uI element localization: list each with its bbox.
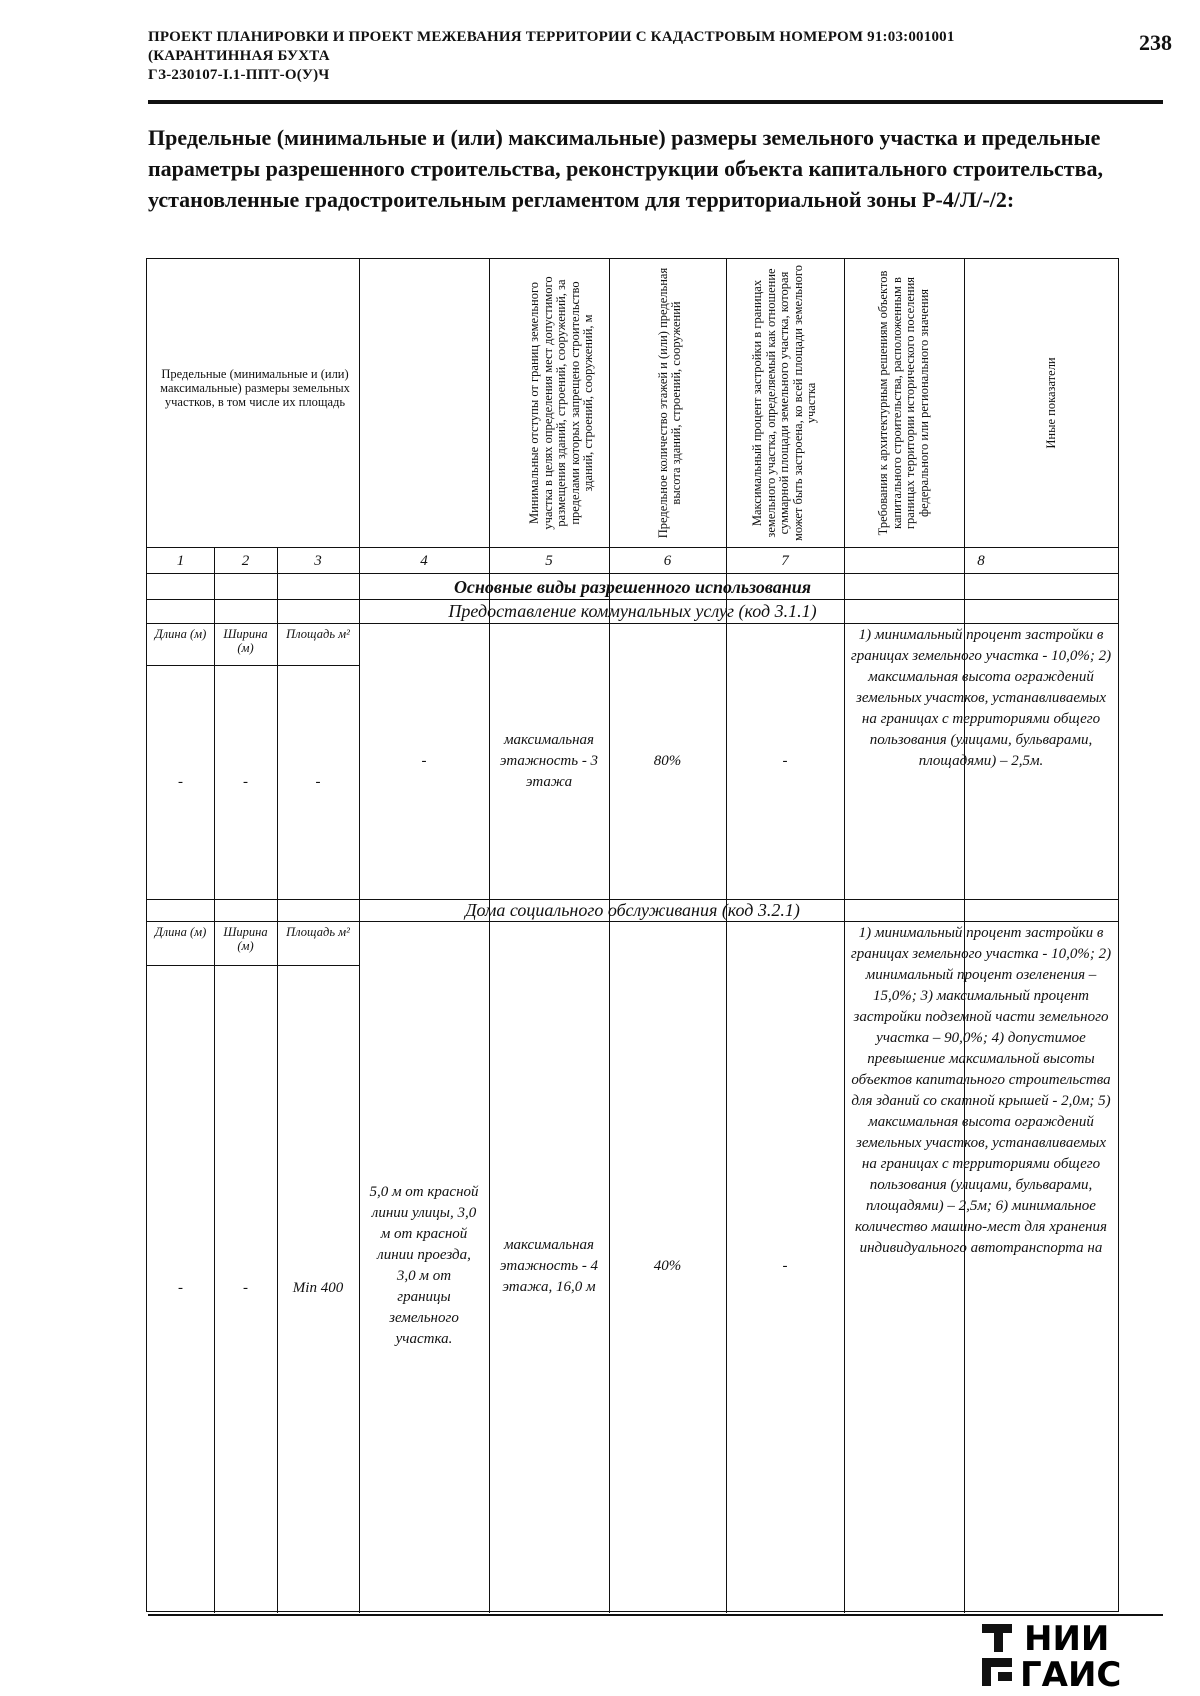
col-number-7: 7 [781,553,789,569]
grid-line [359,259,360,594]
header-col-6: Максимальный процент застройки в границах земельного участка, определяемый как отношение суммарной площади земельного участка, которая может быть застроена, ко всей площади земельного участка [750,265,819,541]
col-number-2: 2 [241,553,250,569]
s2-length: - [178,1279,183,1296]
s2-architecture: - [782,1257,788,1274]
section-2-title: Дома социального обслуживания (код 3.2.1) [465,900,800,920]
main-section-title: Основные виды разрешенного использования [453,577,812,597]
header-size-label: Предельные (минимальные и (или) максимальные) размеры земельных участков, в том числе их площадь [160,367,350,409]
s1-architecture: - [782,752,788,769]
page-header [148,28,1148,85]
header-col-7: Требования к архитектурным решениям объектов капитального строительства, расположенным в границах территории исторического поселения федерального или регионального значения [876,270,931,536]
sublabel-length: Длина (м) [154,925,207,939]
s1-area: - [315,773,321,790]
s2-coverage: 40% [653,1257,682,1274]
sublabel-width: Ширина (м) [223,627,268,655]
page-number: 238 [1139,30,1172,55]
s1-other-indicators: 1) минимальный процент застройки в границах земельного участка - 10,0%; 2) максимальная высота ограждений земельных участков, устанавливаемых на границах с территориями общего пользования (улицами, бульварами, площадями) – 2,5м. [850,627,1112,769]
s1-setbacks: - [421,752,427,769]
col-number-8: 8 [977,553,985,569]
s2-width: - [243,1279,248,1296]
grid-line [489,259,490,1613]
s2-floors: максимальная этажность - 4 этажа, 16,0 м [499,1236,599,1295]
col-number-5: 5 [545,553,553,569]
logo-text-top: НИИ [1024,1619,1110,1659]
sublabel-area: Площадь м² [286,627,350,641]
header-rule [148,100,1163,104]
footer-rule [148,1614,1163,1616]
sublabel-area: Площадь м² [286,925,350,939]
col-number-6: 6 [663,553,672,569]
s1-width: - [243,773,248,790]
s2-setbacks: 5,0 м от красной линии улицы, 3,0 м от красной линии проезда, 3,0 м от границы земельного участка. [369,1184,479,1347]
sublabel-width: Ширина (м) [223,925,268,953]
col-number-3: 3 [314,553,322,569]
header-line-1: ПРОЕКТ ПЛАНИРОВКИ И ПРОЕКТ МЕЖЕВАНИЯ ТЕРРИТОРИИ С КАДАСТРОВЫМ НОМЕРОМ 91:03:001001 [148,29,955,45]
col-number-4: 4 [420,553,428,569]
document-title: Предельные (минимальные и (или) максимальные) размеры земельного участка и предельные параметры разрешенного строительства, реконструкции объекта капитального строительства, установленные градостроительным регламентом для территориальной зоны Р-4/Л/-/2: [148,125,1103,212]
sublabel-length: Длина (м) [154,627,207,641]
header-col-5: Предельное количество этажей и (или) предельная высота зданий, строений, сооружений [655,267,683,539]
section-1-title: Предоставление коммунальных услуг (код 3.1.1) [448,601,817,621]
s2-other-indicators: 1) минимальный процент застройки в границах земельного участка - 10,0%; 2) минимальный процент озеленения – 15,0%; 3) максимальный процент застройки подземной части земельного участка – 90,0%; 4) допустимое превышение максимальной высоты объектов капитального строительства для зданий со скатной крышей - 2,0м; 5) максимальная высота ограждений земельных участков, устанавливаемых на границах с территориями общего пользования (улицами, бульварами, площадями) – 2,5м; 6) минимальное количество машино-мест для хранения индивидуального автотранспорта на [850,925,1112,1256]
logo-text-bottom: ГАИС [1020,1655,1122,1690]
s1-floors: максимальная этажность - 3 этажа [499,731,599,790]
s1-length: - [178,773,183,790]
header-line-2: (КАРАНТИННАЯ БУХТА [148,48,330,64]
header-col-8: Иные показатели [1044,357,1059,449]
regulation-table [146,258,1119,1612]
s2-area: Min 400 [292,1279,344,1296]
s1-coverage: 80% [653,752,682,769]
header-col-4: Минимальные отступы от границ земельного участка в целях определения мест допустимого размещения зданий, строений, сооружений, за пределами которых запрещено строительство зданий, строений, сооружений, м [527,276,596,530]
header-line-3: ГЗ-230107-I.1-ППТ-О(У)Ч [148,67,330,83]
col-number-1: 1 [176,553,185,569]
nii-gais-logo [980,1618,1180,1690]
